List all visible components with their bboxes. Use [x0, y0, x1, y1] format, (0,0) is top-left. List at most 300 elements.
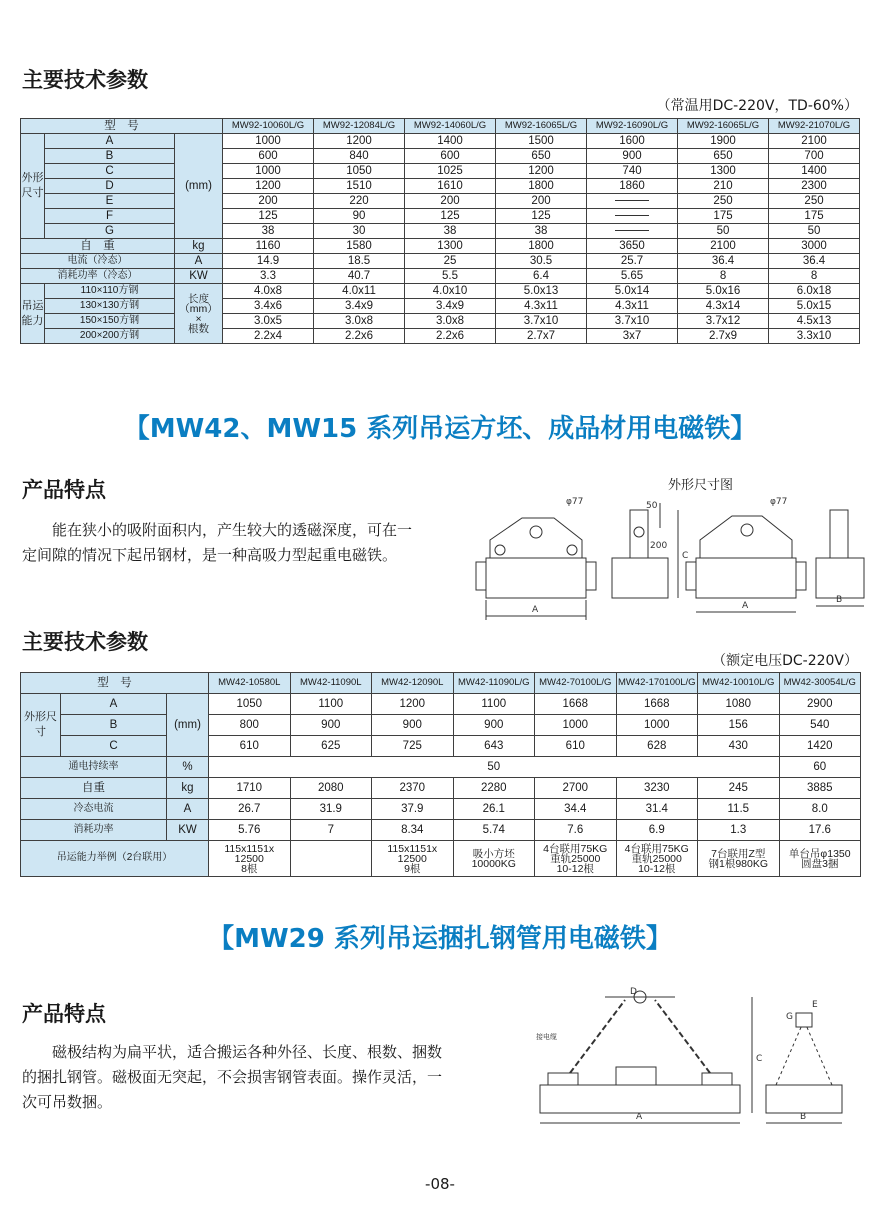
row-label: 消耗功率（冷态）	[21, 269, 175, 284]
cell: 4.5x13	[769, 314, 860, 329]
cell: 125	[496, 209, 587, 224]
cell: 50	[209, 757, 780, 778]
unit-cell: KW	[167, 820, 209, 841]
cell: 4.0x8	[223, 284, 314, 299]
model-cell: MW42-12090L	[372, 673, 454, 694]
cell: 8.0	[779, 799, 861, 820]
cell: 3x7	[587, 329, 678, 344]
model-cell: MW92-14060L/G	[405, 119, 496, 134]
cell: 25	[405, 254, 496, 269]
row-label: D	[45, 179, 175, 194]
cell: 2100	[678, 239, 769, 254]
fig-label-a-2: A	[742, 601, 749, 611]
cell: 625	[290, 736, 372, 757]
fig-label-d: D	[630, 987, 637, 997]
side-body	[612, 558, 668, 598]
cell: 210	[678, 179, 769, 194]
cell-line: 9根	[404, 862, 421, 875]
cell: 3.0x8	[405, 314, 496, 329]
cell-line: 单台吊φ1350	[788, 847, 851, 860]
cell: 650	[678, 149, 769, 164]
row-label: A	[61, 694, 167, 715]
row-label: E	[45, 194, 175, 209]
cell-line: 重轨25000	[550, 852, 601, 865]
cell: 5.74	[453, 820, 535, 841]
cell-line: 圆盘3捆	[801, 857, 839, 870]
cell: 628	[616, 736, 698, 757]
cell	[587, 224, 678, 239]
cell: 610	[535, 736, 617, 757]
cell: 800	[209, 715, 291, 736]
cell: 610	[209, 736, 291, 757]
mw42-figure-title: 外形尺寸图	[668, 478, 734, 493]
cell: 4.3x11	[587, 299, 678, 314]
cell: 1100	[290, 694, 372, 715]
cell: 2370	[372, 778, 454, 799]
table-row	[21, 736, 861, 757]
model-cell: MW42-11090L	[290, 673, 372, 694]
mw29-features-heading: 产品特点	[22, 1002, 106, 1026]
cell: 1000	[223, 134, 314, 149]
row-label: 消耗功率	[21, 820, 167, 841]
dim-unit: (mm)	[175, 134, 223, 239]
cell: 200	[405, 194, 496, 209]
unit-cell: kg	[167, 778, 209, 799]
cell: 1000	[535, 715, 617, 736]
cell: 430	[698, 736, 780, 757]
table-row	[21, 299, 860, 314]
cell: 7.6	[535, 820, 617, 841]
cell-line: 115x1151x	[224, 842, 275, 855]
cell-line: 8根	[241, 862, 258, 875]
table-row	[21, 224, 860, 239]
cell-line: 10-12根	[638, 862, 676, 875]
cell: 1800	[496, 239, 587, 254]
table-row	[21, 134, 860, 149]
bolt	[567, 545, 577, 555]
cell-line: 4台联用75KG	[543, 842, 608, 855]
cell: 200	[223, 194, 314, 209]
cell: 250	[769, 194, 860, 209]
model-cell: MW42-10580L	[209, 673, 291, 694]
cell: 2.2x6	[405, 329, 496, 344]
cell: 2300	[769, 179, 860, 194]
fig-label-phi-2: φ77	[770, 497, 788, 507]
cell: 38	[223, 224, 314, 239]
cell: 156	[698, 715, 780, 736]
cell: 8	[678, 269, 769, 284]
side-chain-right	[806, 1025, 832, 1085]
model-cell: MW92-16065L/G	[678, 119, 769, 134]
row-label: 130×130方钢	[45, 299, 175, 314]
lift-unit-line: （mm）	[179, 302, 218, 315]
cell: 1800	[496, 179, 587, 194]
mw42-spec-table	[20, 672, 861, 877]
cell: 1420	[779, 736, 861, 757]
cell: 250	[678, 194, 769, 209]
section2-voltage-note: （额定电压DC-220V）	[712, 653, 858, 669]
cell: 1860	[587, 179, 678, 194]
fig-label-g: G	[786, 1012, 793, 1022]
magnet-side-left	[476, 562, 486, 590]
unit-cell: A	[175, 254, 223, 269]
cell-line: 115x1151x	[387, 842, 438, 855]
cell: 40.7	[314, 269, 405, 284]
lift-unit-line: ×	[195, 312, 202, 325]
cell-line: 吸小方坯	[472, 847, 515, 860]
cell: 1610	[405, 179, 496, 194]
model-cell: MW92-10060L/G	[223, 119, 314, 134]
model-cell: MW42-70100L/G	[535, 673, 617, 694]
cell: 1100	[453, 694, 535, 715]
fig-label-50: 50	[646, 501, 658, 511]
cell: 600	[223, 149, 314, 164]
cell: 540	[779, 715, 861, 736]
table-row	[21, 149, 860, 164]
table-row	[21, 694, 861, 715]
cell: 740	[587, 164, 678, 179]
row-label: A	[45, 134, 175, 149]
section1-voltage-note: （常温用DC-220V，TD-60%）	[656, 98, 858, 114]
cell: 643	[453, 736, 535, 757]
section2-heading: 主要技术参数	[22, 630, 148, 654]
mw92-spec-table	[20, 118, 860, 344]
page-number: -08-	[425, 1175, 455, 1193]
cell	[698, 841, 780, 877]
cell: 5.0x13	[496, 284, 587, 299]
row-label: B	[45, 149, 175, 164]
yoke-2	[700, 516, 792, 558]
cell: 6.4	[496, 269, 587, 284]
section1-heading: 主要技术参数	[22, 68, 148, 92]
cell: 6.9	[616, 820, 698, 841]
cell: 38	[496, 224, 587, 239]
unit-cell: kg	[175, 239, 223, 254]
cell: 175	[769, 209, 860, 224]
unit-cell: A	[167, 799, 209, 820]
cell: 8.34	[372, 820, 454, 841]
cell: 2.7x9	[678, 329, 769, 344]
cell: 1400	[405, 134, 496, 149]
cell: 4.0x11	[314, 284, 405, 299]
magnet-side-left-2	[686, 562, 696, 590]
model-header: 型 号	[21, 673, 209, 694]
cell: 900	[372, 715, 454, 736]
magnet-body-2	[696, 558, 796, 598]
cell: 5.76	[209, 820, 291, 841]
dash-mark	[615, 200, 649, 201]
side-shackle	[796, 1013, 812, 1027]
dim-group-label: 外形尺寸	[21, 694, 61, 757]
cell: 26.1	[453, 799, 535, 820]
model-cell: MW92-21070L/G	[769, 119, 860, 134]
cell: 3.7x10	[496, 314, 587, 329]
model-header: 型 号	[21, 119, 223, 134]
model-cell: MW92-16065L/G	[496, 119, 587, 134]
table-row	[21, 314, 860, 329]
fig-label-200: 200	[650, 541, 668, 551]
junction-box	[616, 1067, 656, 1085]
cell: 30	[314, 224, 405, 239]
cell: 840	[314, 149, 405, 164]
cell: 18.5	[314, 254, 405, 269]
cell: 1000	[616, 715, 698, 736]
row-label: 200×200方钢	[45, 329, 175, 344]
cell: 3.4x6	[223, 299, 314, 314]
cell: 1160	[223, 239, 314, 254]
model-cell: MW42-170100L/G	[616, 673, 698, 694]
table-row	[21, 841, 861, 877]
row-label: 110×110方钢	[45, 284, 175, 299]
cell: 3.3x10	[769, 329, 860, 344]
table-row	[21, 820, 861, 841]
dim-unit: (mm)	[167, 694, 209, 757]
magnet-side-right	[586, 562, 596, 590]
mw42-features-heading: 产品特点	[22, 478, 106, 502]
table-row	[21, 284, 860, 299]
unit-cell: %	[167, 757, 209, 778]
cell-line: 4台联用75KG	[624, 842, 689, 855]
cell: 1000	[223, 164, 314, 179]
cell: 90	[314, 209, 405, 224]
cell: 1080	[698, 694, 780, 715]
model-cell: MW42-30054L/G	[779, 673, 861, 694]
cell: 1900	[678, 134, 769, 149]
side-body-2	[816, 558, 864, 598]
cell-line: 12500	[234, 852, 264, 865]
cell: 1200	[372, 694, 454, 715]
row-label: C	[61, 736, 167, 757]
lift-unit-line: 根数	[188, 322, 209, 335]
cell: 1600	[587, 134, 678, 149]
cell	[779, 841, 861, 877]
lift-unit	[175, 284, 223, 344]
dash-mark	[615, 230, 649, 231]
cell: 4.0x10	[405, 284, 496, 299]
cell	[372, 841, 454, 877]
cell: 600	[405, 149, 496, 164]
cell: 900	[587, 149, 678, 164]
dash-mark	[615, 215, 649, 216]
table-row	[21, 715, 861, 736]
mw29-banner: 【MW29 系列吊运捆扎钢管用电磁铁】	[208, 924, 672, 954]
row-label: 150×150方钢	[45, 314, 175, 329]
fig-label-b: B	[836, 595, 843, 605]
cell: 1510	[314, 179, 405, 194]
fig-label-phi: φ77	[566, 497, 584, 507]
cell: 3.4x9	[314, 299, 405, 314]
cell: 2700	[535, 778, 617, 799]
cell: 3.0x5	[223, 314, 314, 329]
model-cell: MW42-11090L/G	[453, 673, 535, 694]
cell: 8	[769, 269, 860, 284]
fig-label-b: B	[800, 1112, 807, 1122]
cell: 50	[678, 224, 769, 239]
cell	[616, 841, 698, 877]
cell: 4.3x11	[496, 299, 587, 314]
cell: 1050	[314, 164, 405, 179]
cell: 3.4x9	[405, 299, 496, 314]
row-label: 自 重	[21, 239, 175, 254]
fig-label-c: C	[682, 551, 689, 561]
cell: 2100	[769, 134, 860, 149]
cell: 50	[769, 224, 860, 239]
cell: 3885	[779, 778, 861, 799]
row-label: G	[45, 224, 175, 239]
cell: 2900	[779, 694, 861, 715]
fig-label-e: E	[812, 1000, 818, 1010]
table-row	[21, 254, 860, 269]
fig-label-a: A	[636, 1112, 643, 1122]
row-label: C	[45, 164, 175, 179]
cell: 5.0x14	[587, 284, 678, 299]
side-pin	[634, 527, 644, 537]
cell: 5.0x15	[769, 299, 860, 314]
cell-line: 钢1根980KG	[708, 857, 769, 870]
mw29-features-text: 磁极结构为扁平状，适合搬运各种外径、长度、根数、捆数的捆扎钢管。磁极面无突起，不会损害钢管表面。操作灵活，一次可吊数捆。	[22, 1043, 443, 1111]
row-label: 通电持续率	[21, 757, 167, 778]
table-row	[21, 329, 860, 344]
fig-label-cable: 接电缆	[536, 1033, 557, 1041]
table-row	[21, 194, 860, 209]
cell-line: 10000KG	[471, 857, 516, 870]
table-row	[21, 239, 860, 254]
cell: 1500	[496, 134, 587, 149]
magnet-body	[486, 558, 586, 598]
lift-group-label: 吊运能力	[21, 284, 45, 344]
cell: 34.4	[535, 799, 617, 820]
cell	[209, 841, 291, 877]
cell: 1580	[314, 239, 405, 254]
table-row	[21, 799, 861, 820]
cell: 900	[290, 715, 372, 736]
table-row	[21, 757, 861, 778]
lug-left	[548, 1073, 578, 1085]
cell: 1.3	[698, 820, 780, 841]
cell: 1400	[769, 164, 860, 179]
cell: 1668	[535, 694, 617, 715]
cell: 36.4	[769, 254, 860, 269]
cell: 175	[678, 209, 769, 224]
cell-line: 10-12根	[556, 862, 594, 875]
cell: 2.7x7	[496, 329, 587, 344]
cell: 31.4	[616, 799, 698, 820]
cell: 1300	[405, 239, 496, 254]
cell: 26.7	[209, 799, 291, 820]
row-label: 电流（冷态）	[21, 254, 175, 269]
side-plate	[766, 1085, 842, 1113]
cell: 125	[223, 209, 314, 224]
cell: 5.0x16	[678, 284, 769, 299]
row-label: 冷态电流	[21, 799, 167, 820]
cell: 30.5	[496, 254, 587, 269]
cell: 6.0x18	[769, 284, 860, 299]
lift-eye	[530, 526, 542, 538]
cell: 1200	[496, 164, 587, 179]
cell: 700	[769, 149, 860, 164]
cell: 125	[405, 209, 496, 224]
chain-right	[655, 1000, 710, 1073]
cell: 2.2x6	[314, 329, 405, 344]
cell: 1300	[678, 164, 769, 179]
cell: 60	[779, 757, 861, 778]
cell: 725	[372, 736, 454, 757]
cell: 1025	[405, 164, 496, 179]
row-label: 吊运能力举例（2台联用）	[21, 841, 209, 877]
cell: 7	[290, 820, 372, 841]
cell: 1200	[223, 179, 314, 194]
cell	[587, 194, 678, 209]
cell: 37.9	[372, 799, 454, 820]
cell: 11.5	[698, 799, 780, 820]
cell: 1050	[209, 694, 291, 715]
cell: 650	[496, 149, 587, 164]
magnet-side-right-2	[796, 562, 806, 590]
cell: 1710	[209, 778, 291, 799]
model-cell: MW92-16090L/G	[587, 119, 678, 134]
model-cell: MW42-10010L/G	[698, 673, 780, 694]
dim-group-label: 外形尺寸	[21, 134, 45, 239]
cell: 3.7x12	[678, 314, 769, 329]
cell: 3.0x8	[314, 314, 405, 329]
cell-line: 7台联用Z型	[711, 847, 766, 860]
mw42-features-text: 能在狭小的吸附面积内，产生较大的透磁深度，可在一定间隙的情况下起吊钢材，是一种高吸力型起重电磁铁。	[22, 521, 413, 564]
side-chain-left	[776, 1025, 802, 1085]
cell: 17.6	[779, 820, 861, 841]
cell: 245	[698, 778, 780, 799]
cell: 3230	[616, 778, 698, 799]
table-row	[21, 269, 860, 284]
cell: 1668	[616, 694, 698, 715]
unit-cell: KW	[175, 269, 223, 284]
cell: 25.7	[587, 254, 678, 269]
side-lug	[630, 510, 648, 558]
cell: 5.5	[405, 269, 496, 284]
cell: 3000	[769, 239, 860, 254]
side-lug-2	[830, 510, 848, 558]
cell: 3.7x10	[587, 314, 678, 329]
cell: 36.4	[678, 254, 769, 269]
mw29-dimension-drawing	[530, 985, 870, 1135]
cell-line: 重轨25000	[631, 852, 682, 865]
cell-line: 12500	[397, 852, 427, 865]
cell: 38	[405, 224, 496, 239]
model-cell: MW92-12084L/G	[314, 119, 405, 134]
cell: 3.3	[223, 269, 314, 284]
cell: 2.2x4	[223, 329, 314, 344]
fig-label-a: A	[532, 605, 539, 615]
mw42-banner: 【MW42、MW15 系列吊运方坯、成品材用电磁铁】	[123, 414, 757, 444]
cell: 900	[453, 715, 535, 736]
cell: 5.65	[587, 269, 678, 284]
cell: 4.3x14	[678, 299, 769, 314]
cell	[535, 841, 617, 877]
table-row	[21, 209, 860, 224]
cell: 1200	[314, 134, 405, 149]
row-label: B	[61, 715, 167, 736]
cell: 200	[496, 194, 587, 209]
cell: 14.9	[223, 254, 314, 269]
row-label: 自重	[21, 778, 167, 799]
table-row	[21, 164, 860, 179]
table-header-row	[21, 119, 860, 134]
bolt	[495, 545, 505, 555]
cell	[290, 841, 372, 877]
lug-right	[702, 1073, 732, 1085]
cell: 220	[314, 194, 405, 209]
cell	[453, 841, 535, 877]
table-header-row	[21, 673, 861, 694]
